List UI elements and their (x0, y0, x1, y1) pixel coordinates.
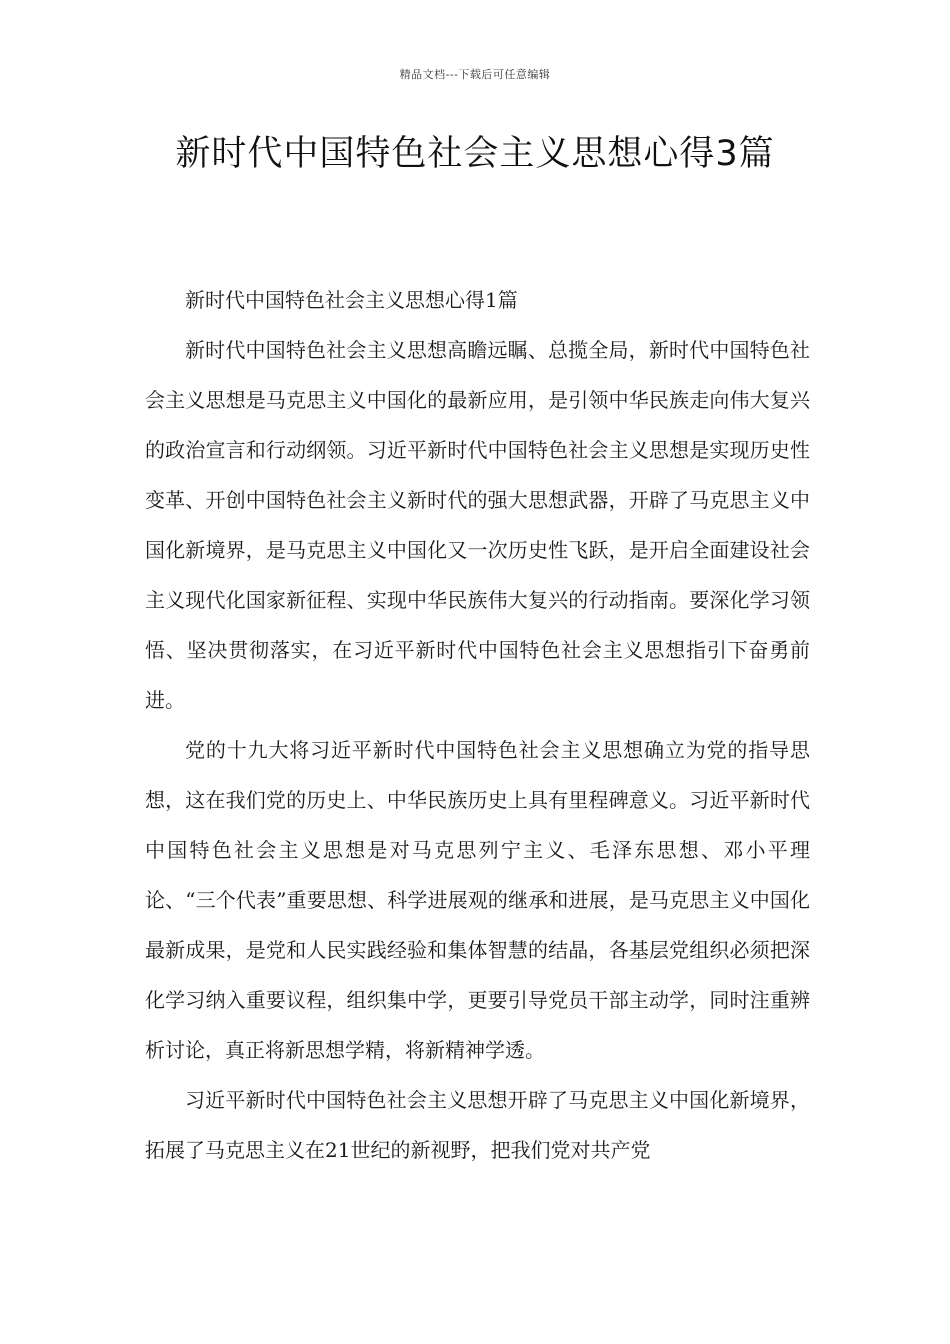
paragraph-1: 新时代中国特色社会主义思想高瞻远瞩、总揽全局，新时代中国特色社会主义思想是马克思主义中国化的最新应用，是引领中华民族走向伟大复兴的政治宣言和行动纲领。习近平新时代中国特色社会主义思想是实现历史性变革、开创中国特色社会主义新时代的强大思想武器，开辟了马克思主义中国化新境界，是马克思主义中国化又一次历史性飞跃，是开启全面建设社会主义现代化国家新征程、实现中华民族伟大复兴的行动指南。要深化学习领悟、坚决贯彻落实，在习近平新时代中国特色社会主义思想指引下奋勇前进。 (145, 338, 810, 712)
document-title: 新时代中国特色社会主义思想心得3篇 (175, 134, 775, 174)
header-note: 精品文档---下载后可任意编辑 (399, 68, 551, 81)
paragraph-2: 党的十九大将习近平新时代中国特色社会主义思想确立为党的指导思想，这在我们党的历史上、中华民族历史上具有里程碑意义。习近平新时代中国特色社会主义思想是对马克思列宁主义、毛泽东思想、邓小平理论、“三个代表”重要思想、科学进展观的继承和进展，是马克思主义中国化最新成果，是党和人民实践经验和集体智慧的结晶，各基层党组织必须把深化学习纳入重要议程，组织集中学，更要引导党员干部主动学，同时注重辨析讨论，真正将新思想学精，将新精神学透。 (145, 738, 810, 1062)
section-heading: 新时代中国特色社会主义思想心得1篇 (185, 288, 518, 312)
paragraph-3: 习近平新时代中国特色社会主义思想开辟了马克思主义中国化新境界，拓展了马克思主义在21世纪的新视野，把我们党对共产党 (145, 1088, 810, 1162)
document-body (145, 275, 810, 1175)
